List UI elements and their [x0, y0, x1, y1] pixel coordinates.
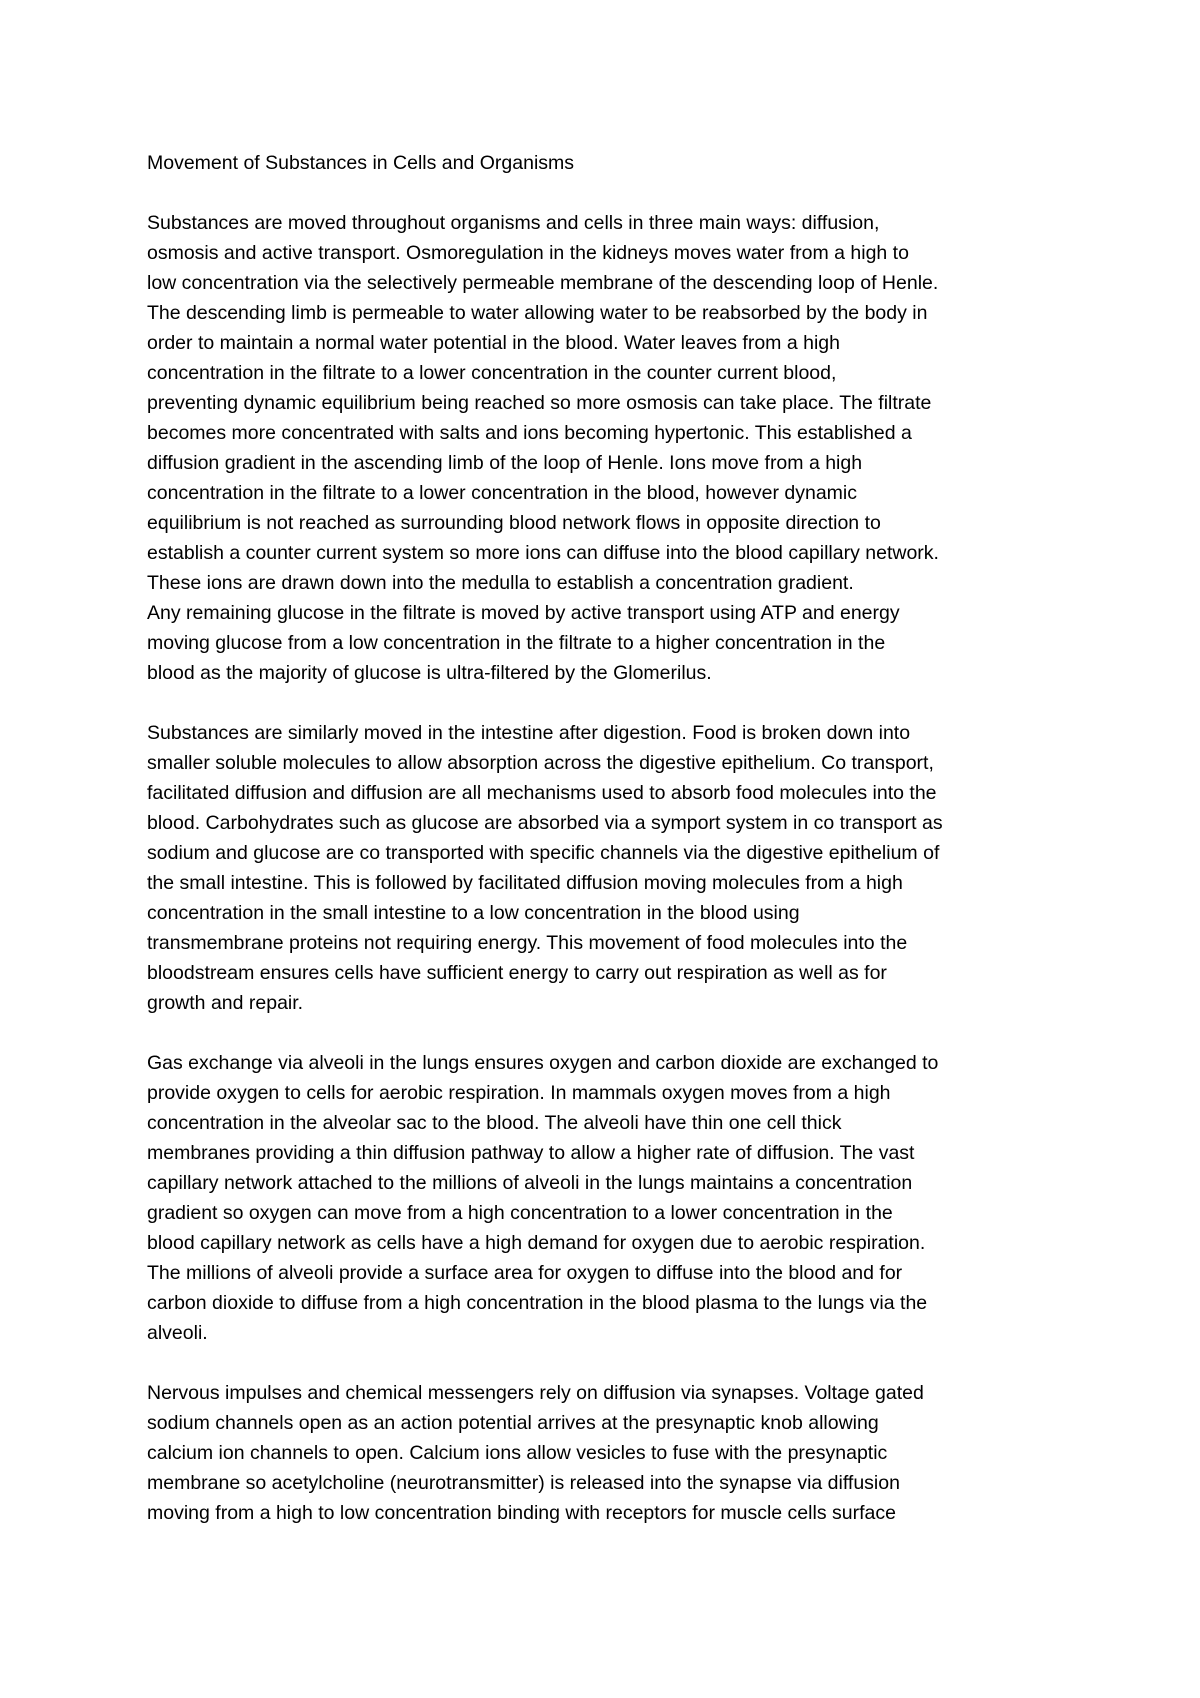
- paragraph-line: sodium and glucose are co transported with specific channels via the digestive epithelium of: [147, 842, 940, 864]
- paragraph-line: facilitated diffusion and diffusion are all mechanisms used to absorb food molecules into the: [147, 782, 937, 804]
- spacer: [147, 178, 1067, 208]
- paragraph-line: Gas exchange via alveoli in the lungs ensures oxygen and carbon dioxide are exchanged to: [147, 1052, 939, 1074]
- paragraph-line: blood as the majority of glucose is ultra-filtered by the Glomerilus.: [147, 662, 712, 684]
- paragraph-line: sodium channels open as an action potential arrives at the presynaptic knob allowing: [147, 1412, 879, 1434]
- paragraph-line: These ions are drawn down into the medulla to establish a concentration gradient.: [147, 572, 854, 594]
- paragraph: [147, 1048, 1067, 1348]
- paragraph-line: capillary network attached to the millions of alveoli in the lungs maintains a concentration: [147, 1172, 913, 1194]
- paragraph-line: osmosis and active transport. Osmoregulation in the kidneys moves water from a high to: [147, 242, 909, 264]
- paragraph-line: alveoli.: [147, 1322, 208, 1344]
- paragraph-line: concentration in the small intestine to a low concentration in the blood using: [147, 902, 800, 924]
- paragraph-line: transmembrane proteins not requiring energy. This movement of food molecules into the: [147, 932, 908, 954]
- paragraph-line: bloodstream ensures cells have sufficient energy to carry out respiration as well as for: [147, 962, 887, 984]
- paragraph-line: blood capillary network as cells have a high demand for oxygen due to aerobic respiration.: [147, 1232, 926, 1254]
- paragraph-line: Any remaining glucose in the filtrate is moved by active transport using ATP and energy: [147, 602, 900, 624]
- paragraph-line: moving from a high to low concentration binding with receptors for muscle cells surface: [147, 1502, 896, 1524]
- paragraph-line: smaller soluble molecules to allow absorption across the digestive epithelium. Co transport,: [147, 752, 934, 774]
- paragraph-spacer: [147, 688, 1067, 718]
- paragraph-line: Nervous impulses and chemical messengers rely on diffusion via synapses. Voltage gated: [147, 1382, 924, 1404]
- paragraph-line: concentration in the filtrate to a lower concentration in the blood, however dynamic: [147, 482, 857, 504]
- paragraph-line: equilibrium is not reached as surrounding blood network flows in opposite direction to: [147, 512, 881, 534]
- paragraph-line: moving glucose from a low concentration in the filtrate to a higher concentration in the: [147, 632, 886, 654]
- document-body: [147, 148, 1067, 1528]
- paragraph-list: [147, 208, 1067, 1528]
- paragraph-spacer: [147, 1348, 1067, 1378]
- paragraph-line: growth and repair.: [147, 992, 304, 1014]
- paragraph: [147, 208, 1067, 688]
- paragraph-line: blood. Carbohydrates such as glucose are absorbed via a symport system in co transport as: [147, 812, 943, 834]
- document-title: Movement of Substances in Cells and Organisms: [147, 152, 575, 174]
- paragraph-line: Substances are moved throughout organisms and cells in three main ways: diffusion,: [147, 212, 880, 234]
- paragraph-line: low concentration via the selectively permeable membrane of the descending loop of Henle.: [147, 272, 939, 294]
- paragraph: [147, 1378, 1067, 1528]
- paragraph-line: establish a counter current system so more ions can diffuse into the blood capillary network.: [147, 542, 939, 564]
- paragraph-line: Substances are similarly moved in the intestine after digestion. Food is broken down into: [147, 722, 911, 744]
- paragraph-line: preventing dynamic equilibrium being reached so more osmosis can take place. The filtrate: [147, 392, 932, 414]
- paragraph: [147, 718, 1067, 1018]
- paragraph-line: gradient so oxygen can move from a high concentration to a lower concentration in the: [147, 1202, 893, 1224]
- paragraph-line: membrane so acetylcholine (neurotransmitter) is released into the synapse via diffusion: [147, 1472, 900, 1494]
- paragraph-line: provide oxygen to cells for aerobic respiration. In mammals oxygen moves from a high: [147, 1082, 891, 1104]
- paragraph-line: calcium ion channels to open. Calcium ions allow vesicles to fuse with the presynaptic: [147, 1442, 888, 1464]
- paragraph-line: order to maintain a normal water potential in the blood. Water leaves from a high: [147, 332, 840, 354]
- paragraph-line: the small intestine. This is followed by facilitated diffusion moving molecules from a high: [147, 872, 903, 894]
- paragraph-line: concentration in the alveolar sac to the blood. The alveoli have thin one cell thick: [147, 1112, 842, 1134]
- paragraph-line: carbon dioxide to diffuse from a high concentration in the blood plasma to the lungs via the: [147, 1292, 928, 1314]
- paragraph-line: concentration in the filtrate to a lower concentration in the counter current blood,: [147, 362, 837, 384]
- paragraph-line: becomes more concentrated with salts and ions becoming hypertonic. This established a: [147, 422, 912, 444]
- paragraph-line: The descending limb is permeable to water allowing water to be reabsorbed by the body in: [147, 302, 928, 324]
- paragraph-spacer: [147, 1018, 1067, 1048]
- paragraph-line: membranes providing a thin diffusion pathway to allow a higher rate of diffusion. The vast: [147, 1142, 915, 1164]
- paragraph-line: diffusion gradient in the ascending limb of the loop of Henle. Ions move from a high: [147, 452, 863, 474]
- paragraph-line: The millions of alveoli provide a surface area for oxygen to diffuse into the blood and for: [147, 1262, 903, 1284]
